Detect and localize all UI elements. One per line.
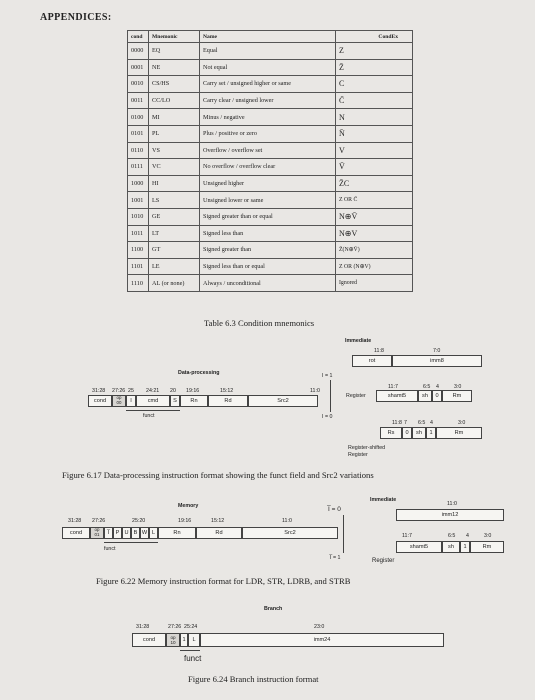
dp-i-field: I [126,395,136,407]
table-row [128,175,413,192]
mnemonic-cell: LS [149,192,200,209]
dp-rd-field: Rd [208,395,248,407]
condex-cell: N⊕V [336,225,413,242]
figure-6-24-caption: Figure 6.24 Branch instruction format [188,674,319,684]
mem-op-field [90,527,104,539]
mem-reg-one-field: 1 [460,541,470,553]
table-row [128,109,413,126]
branch-bits-230: 23:0 [314,624,325,630]
mem-reg-bits-117: 11:7 [402,533,412,539]
table-row [128,242,413,259]
mem-rd-field: Rd [196,527,242,539]
mem-i1-label: I̅ = 1 [330,555,341,561]
dp-rs-bits-30: 3:0 [458,420,466,426]
table-body [128,43,413,292]
mem-i0-label: I̅ = 0 [328,506,341,513]
dp-rs-bits-4: 4 [430,420,433,426]
mem-op-value: 01 [94,532,100,537]
dp-rs-bits-118: 11:8 [392,420,402,426]
table-row [128,192,413,209]
header-condex: CondEx [336,31,413,43]
dp-regshift-label2: Register [348,452,368,458]
dp-bits-1916: 19:16 [186,388,200,394]
mnemonic-cell: LE [149,258,200,275]
dp-funct-bracket [126,410,180,411]
cond-cell: 0100 [128,109,149,126]
mem-imm-bits-110: 11:0 [447,501,457,507]
condex-cell: V [336,142,413,159]
table-row [128,258,413,275]
condex-cell: Ignored [336,275,413,292]
mnemonic-cell: CS/HS [149,76,200,93]
dp-bits-20: 20 [170,388,176,394]
name-cell: Always / unconditional [200,275,336,292]
cond-cell: 1011 [128,225,149,242]
name-cell: Overflow / overflow set [200,142,336,159]
dp-title: Data-processing [178,370,220,376]
mem-reg-bits-30: 3:0 [484,533,492,539]
dp-rs-bits-7: 7 [404,420,407,426]
figure-6-17-caption: Figure 6.17 Data-processing instruction format showing the funct field and Src2 variations [62,470,374,480]
dp-op-value: 00 [116,400,122,405]
dp-rs-bits-65: 6:5 [418,420,426,426]
mnemonic-cell: GE [149,208,200,225]
dp-bits-1512: 15:12 [220,388,234,394]
table-row [128,59,413,76]
table-row [128,225,413,242]
mnemonic-cell: EQ [149,43,200,60]
dp-imm-bits-118: 11:8 [374,348,384,354]
dp-rs-one-field: 1 [426,427,436,439]
branch-bits-3128: 31:28 [136,624,150,630]
mem-bits-1916: 19:16 [178,518,192,524]
table-row [128,92,413,109]
name-cell: Unsigned higher [200,175,336,192]
table-row [128,125,413,142]
dp-bits-3128: 31:28 [92,388,106,394]
dp-imm8-field: imm8 [392,355,482,367]
mem-reg-sh-field: sh [442,541,460,553]
condex-cell: V̄ [336,159,413,176]
dp-src2-field: Src2 [248,395,318,407]
cond-cell: 1000 [128,175,149,192]
branch-funct-label: funct [184,654,202,663]
branch-l-field: L [188,633,200,647]
mem-u-field: U [122,527,131,539]
mem-funct-label: funct [104,546,116,552]
mem-reg-bits-4: 4 [466,533,469,539]
dp-reg-bits-65: 6:5 [423,384,431,390]
dp-immediate-label: Immediate [345,338,372,344]
cond-cell: 0000 [128,43,149,60]
dp-op-label: op [116,395,122,401]
name-cell: Signed greater than or equal [200,208,336,225]
mem-b-field: B [131,527,140,539]
name-cell: Carry clear / unsigned lower [200,92,336,109]
mem-funct-bracket [104,542,158,543]
name-cell: Minus / negative [200,109,336,126]
dp-s-field: S [170,395,180,407]
mem-register-label: Register [372,558,395,564]
mem-reg-shamt5-field: shamt5 [396,541,442,553]
mnemonic-cell: NE [149,59,200,76]
branch-cond-field: cond [132,633,166,647]
dp-bits-110: 11:0 [310,388,320,394]
table-header-row [128,31,413,43]
branch-title: Branch [264,606,283,612]
mem-bits-2726: 27:26 [92,518,106,524]
mem-reg-rm-field: Rm [470,541,504,553]
name-cell: Unsigned lower or same [200,192,336,209]
table-row [128,76,413,93]
mem-selector-line [343,515,344,553]
cond-cell: 1100 [128,242,149,259]
dp-reg-bits-117: 11:7 [388,384,398,390]
mnemonic-cell: CC/LO [149,92,200,109]
branch-op-field [166,633,180,647]
name-cell: Carry set / unsigned higher or same [200,76,336,93]
condex-cell: C̄ [336,92,413,109]
condex-cell: Z̄C [336,175,413,192]
cond-cell: 0001 [128,59,149,76]
mnemonic-cell: LT [149,225,200,242]
branch-imm24-field: imm24 [200,633,444,647]
dp-rs-rm-field: Rm [436,427,482,439]
dp-bits-25: 25 [128,388,134,394]
mnemonic-cell: MI [149,109,200,126]
mem-bits-1512: 15:12 [211,518,225,524]
dp-register-label: Register [346,393,366,399]
mem-w-field: W [140,527,149,539]
cond-cell: 1101 [128,258,149,275]
cond-cell: 1110 [128,275,149,292]
dp-reg-rm-field: Rm [442,390,472,402]
name-cell: Signed less than [200,225,336,242]
name-cell: No overflow / overflow clear [200,159,336,176]
condex-cell: Z [336,43,413,60]
cond-cell: 0011 [128,92,149,109]
condex-cell: N [336,109,413,126]
branch-bits-2524: 25:24 [184,624,198,630]
dp-rs-field: Rs [380,427,402,439]
branch-funct-bracket [180,650,200,651]
header-name: Name [200,31,336,43]
dp-reg-zero-field: 0 [432,390,442,402]
table-row [128,159,413,176]
mem-src2-field: Src2 [242,527,338,539]
header-mnemonic: Mnemonic [149,31,200,43]
cond-cell: 0010 [128,76,149,93]
mem-title: Memory [178,503,199,509]
mnemonic-cell: VS [149,142,200,159]
mem-p-field: P [113,527,122,539]
name-cell: Signed greater than [200,242,336,259]
condex-cell: N̄ [336,125,413,142]
name-cell: Equal [200,43,336,60]
table-caption: Table 6.3 Condition mnemonics [204,318,315,328]
dp-reg-bits-4: 4 [436,384,439,390]
condex-cell: N⊕V̄ [336,208,413,225]
name-cell: Plus / positive or zero [200,125,336,142]
mnemonic-cell: AL (or none) [149,275,200,292]
dp-selector-line [330,380,331,412]
branch-op-label: op [170,635,176,640]
condex-cell: Z̄ [336,59,413,76]
dp-imm-bits-70: 7:0 [433,348,441,354]
dp-funct-label: funct [143,413,155,419]
figure-6-22-caption: Figure 6.22 Memory instruction format for LDR, STR, LDRB, and STRB [96,576,351,586]
mem-ibar-field: I̅ [104,527,113,539]
cond-cell: 0111 [128,159,149,176]
dp-rn-field: Rn [180,395,208,407]
mem-l-field: L [149,527,158,539]
dp-bits-2726: 27:26 [112,388,126,394]
table-row [128,142,413,159]
cond-cell: 1001 [128,192,149,209]
dp-bits-2421: 24:21 [146,388,160,394]
condition-mnemonics-table [127,30,413,292]
branch-bits-2726: 27:26 [168,624,182,630]
mem-imm12-field: imm12 [396,509,504,521]
dp-op-field [112,395,126,407]
table-row [128,275,413,292]
mnemonic-cell: GT [149,242,200,259]
mem-immediate-label: Immediate [370,497,397,503]
condex-cell: Z OR (N⊕V) [336,258,413,275]
condex-cell: C [336,76,413,93]
cond-cell: 0101 [128,125,149,142]
mem-rn-field: Rn [158,527,196,539]
dp-rot-field: rot [352,355,392,367]
dp-i1-label: I = 1 [322,373,333,379]
header-cond: cond [128,31,149,43]
mem-bits-2520: 25:20 [132,518,146,524]
mnemonic-cell: HI [149,175,200,192]
dp-i0-label: I = 0 [322,414,333,420]
mnemonic-cell: PL [149,125,200,142]
dp-cmd-field: cmd [136,395,170,407]
mem-bits-110: 11:0 [282,518,292,524]
table-row [128,43,413,60]
table-row [128,208,413,225]
dp-reg-bits-30: 3:0 [454,384,462,390]
dp-cond-field: cond [88,395,112,407]
cond-cell: 1010 [128,208,149,225]
mnemonic-cell: VC [149,159,200,176]
condex-cell: Z̄(N⊕V̄) [336,242,413,259]
dp-regshift-label: Register-shifted [348,445,386,451]
mem-cond-field: cond [62,527,90,539]
condex-cell: Z OR C̄ [336,192,413,209]
mem-reg-bits-65: 6:5 [448,533,456,539]
name-cell: Signed less than or equal [200,258,336,275]
mem-bits-3128: 31:28 [68,518,82,524]
dp-rs-sh-field: sh [412,427,426,439]
dp-reg-shamt5-field: shamt5 [376,390,418,402]
cond-cell: 0110 [128,142,149,159]
name-cell: Not equal [200,59,336,76]
dp-rs-zero-field: 0 [402,427,412,439]
dp-reg-sh-field: sh [418,390,432,402]
appendices-heading: APPENDICES: [40,12,112,23]
branch-op-value: 10 [170,640,176,645]
branch-one-field: 1 [180,633,188,647]
mem-op-label: op [94,527,100,533]
